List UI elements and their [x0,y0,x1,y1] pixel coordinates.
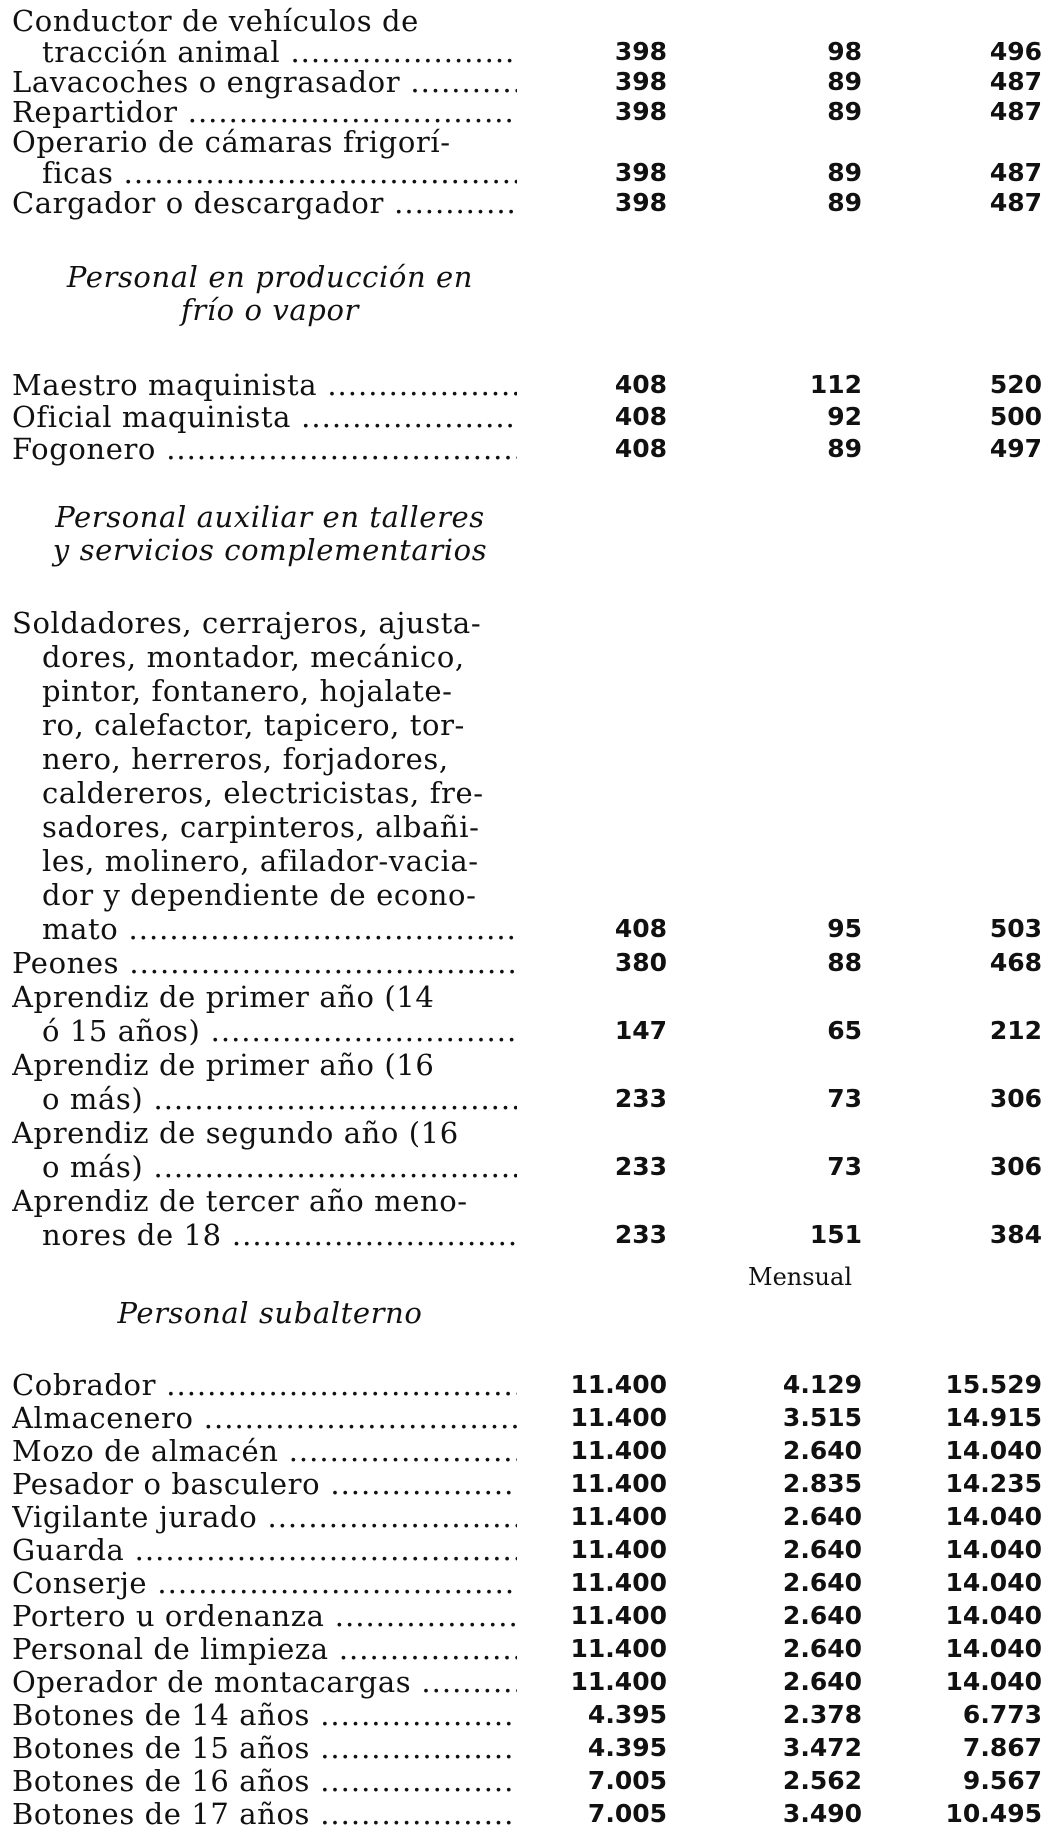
row-label: Operario de cámaras frigorí- [12,125,451,159]
row-label: Pesador o basculero ..... [12,1467,517,1501]
table-row [12,35,1042,69]
base-salary-cell: 11.400 [570,1568,667,1597]
table-row [12,156,1042,190]
row-label: les, molinero, afilador-vacia- [42,844,479,878]
bonus-cell: 2.378 [782,1700,862,1729]
row-label: mato ..... [42,912,517,946]
section-heading: Personal auxiliar en talleres [55,500,485,534]
bonus-cell: 4.129 [782,1370,862,1399]
total-cell: 14.040 [945,1667,1042,1696]
total-cell: 496 [989,37,1042,66]
row-label: nores de 18 ..... [42,1218,517,1252]
bonus-cell: 3.472 [782,1733,862,1762]
bonus-cell: 2.562 [782,1766,862,1795]
table-row [12,640,1042,674]
bonus-cell: 89 [827,434,862,463]
row-label: pintor, fontanero, hojalate- [42,674,453,708]
row-label: Conductor de vehículos de [12,4,419,38]
base-salary-cell: 11.400 [570,1403,667,1432]
table-row [12,1401,1042,1435]
total-cell: 14.040 [945,1634,1042,1663]
table-row [12,1048,1042,1082]
table-row [12,1184,1042,1218]
row-label: dores, montador, mecánico, [42,640,465,674]
row-label: Peones ..... [12,946,517,980]
row-label: nero, herreros, forjadores, [42,742,449,776]
table-row [12,878,1042,912]
bonus-cell: 2.640 [782,1601,862,1630]
section-heading: y servicios complementarios [52,533,488,567]
row-label: Mozo de almacén ..... [12,1434,517,1468]
total-cell: 212 [989,1016,1042,1045]
row-label: Maestro maquinista ..... [12,368,517,402]
bonus-cell: 2.640 [782,1502,862,1531]
total-cell: 520 [989,370,1042,399]
table-row [12,606,1042,640]
row-label: Botones de 15 años ..... [12,1731,517,1765]
bonus-cell: 73 [827,1084,862,1113]
row-label: Operador de montacargas ..... [12,1665,517,1699]
base-salary-cell: 11.400 [570,1436,667,1465]
table-row [12,674,1042,708]
table-row [12,1082,1042,1116]
section-heading: frío o vapor [181,293,359,327]
row-label: Aprendiz de segundo año (16 [12,1116,459,1150]
table-row [12,1533,1042,1567]
total-cell: 500 [989,402,1042,431]
table-row [12,1434,1042,1468]
row-label: Lavacoches o engrasador ..... [12,65,517,99]
table-row [12,1566,1042,1600]
bonus-cell: 2.640 [782,1535,862,1564]
table-row [12,1014,1042,1048]
bonus-cell: 89 [827,158,862,187]
total-cell: 14.040 [945,1502,1042,1531]
row-label: Aprendiz de primer año (14 [12,980,435,1014]
row-label: ó 15 años) ..... [42,1014,517,1048]
base-salary-cell: 408 [614,434,667,463]
row-label: Personal de limpieza ..... [12,1632,517,1666]
table-row [12,810,1042,844]
bonus-cell: 2.640 [782,1436,862,1465]
base-salary-cell: 408 [614,370,667,399]
table-row [12,1150,1042,1184]
total-cell: 487 [989,97,1042,126]
row-label: Oficial maquinista ..... [12,400,517,434]
bonus-cell: 89 [827,188,862,217]
base-salary-cell: 398 [614,67,667,96]
table-row [12,95,1042,129]
table-row [12,1764,1042,1798]
row-label: Botones de 16 años ..... [12,1764,517,1798]
bonus-cell: 65 [827,1016,862,1045]
row-label: o más) ..... [42,1150,517,1184]
base-salary-cell: 398 [614,37,667,66]
table-row [12,186,1042,220]
base-salary-cell: 11.400 [570,1601,667,1630]
row-label: Portero u ordenanza ..... [12,1599,517,1633]
base-salary-cell: 398 [614,97,667,126]
row-label: Aprendiz de primer año (16 [12,1048,435,1082]
total-cell: 306 [989,1084,1042,1113]
base-salary-cell: 11.400 [570,1667,667,1696]
row-label: Repartidor ..... [12,95,517,129]
table-row [12,946,1042,980]
total-cell: 497 [989,434,1042,463]
row-label: dor y dependiente de econo- [42,878,477,912]
total-cell: 10.495 [945,1799,1042,1828]
row-label: Conserje ..... [12,1566,517,1600]
table-row [12,1632,1042,1666]
table-row [12,912,1042,946]
total-cell: 14.235 [945,1469,1042,1498]
row-label: Vigilante jurado ..... [12,1500,517,1534]
base-salary-cell: 147 [614,1016,667,1045]
table-row [12,776,1042,810]
table-row [12,1116,1042,1150]
total-cell: 14.040 [945,1601,1042,1630]
total-cell: 306 [989,1152,1042,1181]
base-salary-cell: 11.400 [570,1502,667,1531]
bonus-cell: 2.835 [782,1469,862,1498]
bonus-cell: 89 [827,67,862,96]
bonus-cell: 88 [827,948,862,977]
table-row [12,742,1042,776]
total-cell: 487 [989,188,1042,217]
row-label: o más) ..... [42,1082,517,1116]
table-row [12,1218,1042,1252]
total-cell: 487 [989,158,1042,187]
bonus-cell: 2.640 [782,1568,862,1597]
base-salary-cell: 408 [614,402,667,431]
total-cell: 14.040 [945,1535,1042,1564]
table-row [12,125,1042,159]
total-cell: 503 [989,914,1042,943]
bonus-cell: 2.640 [782,1634,862,1663]
base-salary-cell: 11.400 [570,1535,667,1564]
base-salary-cell: 398 [614,158,667,187]
table-row [12,1467,1042,1501]
total-cell: 14.040 [945,1436,1042,1465]
row-label: Botones de 17 años ..... [12,1797,517,1831]
table-row [12,65,1042,99]
table-row [12,1797,1042,1831]
row-label: Aprendiz de tercer año meno- [12,1184,468,1218]
table-row [12,1731,1042,1765]
total-cell: 14.040 [945,1568,1042,1597]
total-cell: 384 [989,1220,1042,1249]
bonus-cell: 73 [827,1152,862,1181]
total-cell: 9.567 [962,1766,1042,1795]
total-cell: 487 [989,67,1042,96]
bonus-cell: 112 [809,370,862,399]
row-label: ficas ..... [42,156,517,190]
row-label: Guarda ..... [12,1533,517,1567]
total-cell: 14.915 [945,1403,1042,1432]
base-salary-cell: 4.395 [587,1733,667,1762]
base-salary-cell: 233 [614,1220,667,1249]
table-row [12,1599,1042,1633]
table-row [12,1368,1042,1402]
total-cell: 6.773 [962,1700,1042,1729]
bonus-cell: 2.640 [782,1667,862,1696]
table-row [12,400,1042,434]
row-label: caldereros, electricistas, fre- [42,776,484,810]
bonus-cell: 98 [827,37,862,66]
table-row [12,368,1042,402]
row-label: tracción animal ..... [42,35,517,69]
bonus-cell: 3.515 [782,1403,862,1432]
base-salary-cell: 7.005 [587,1799,667,1828]
bonus-cell: 92 [827,402,862,431]
bonus-cell: 89 [827,97,862,126]
base-salary-cell: 11.400 [570,1634,667,1663]
total-cell: 7.867 [962,1733,1042,1762]
bonus-cell: 151 [809,1220,862,1249]
base-salary-cell: 7.005 [587,1766,667,1795]
row-label: Almacenero ..... [12,1401,517,1435]
table-row [12,844,1042,878]
table-row [12,1698,1042,1732]
total-cell: 15.529 [945,1370,1042,1399]
bonus-cell: 3.490 [782,1799,862,1828]
section-heading: Personal en producción en [66,260,474,294]
base-salary-cell: 233 [614,1152,667,1181]
total-cell: 468 [989,948,1042,977]
row-label: Fogonero ..... [12,432,517,466]
row-label: Cobrador ..... [12,1368,517,1402]
base-salary-cell: 398 [614,188,667,217]
base-salary-cell: 4.395 [587,1700,667,1729]
row-label: Soldadores, cerrajeros, ajusta- [12,606,482,640]
table-row [12,1500,1042,1534]
row-label: Cargador o descargador ..... [12,186,517,220]
base-salary-cell: 11.400 [570,1469,667,1498]
table-row [12,708,1042,742]
row-label: Botones de 14 años ..... [12,1698,517,1732]
bonus-cell: 95 [827,914,862,943]
table-row [12,980,1042,1014]
base-salary-cell: 380 [614,948,667,977]
table-row [12,4,1042,38]
row-label: sadores, carpinteros, albañi- [42,810,480,844]
base-salary-cell: 233 [614,1084,667,1113]
row-label: ro, calefactor, tapicero, tor- [42,708,465,742]
period-label: Mensual [748,1263,852,1291]
base-salary-cell: 11.400 [570,1370,667,1399]
section-heading: Personal subalterno [117,1296,423,1330]
table-row [12,432,1042,466]
table-row [12,1665,1042,1699]
base-salary-cell: 408 [614,914,667,943]
